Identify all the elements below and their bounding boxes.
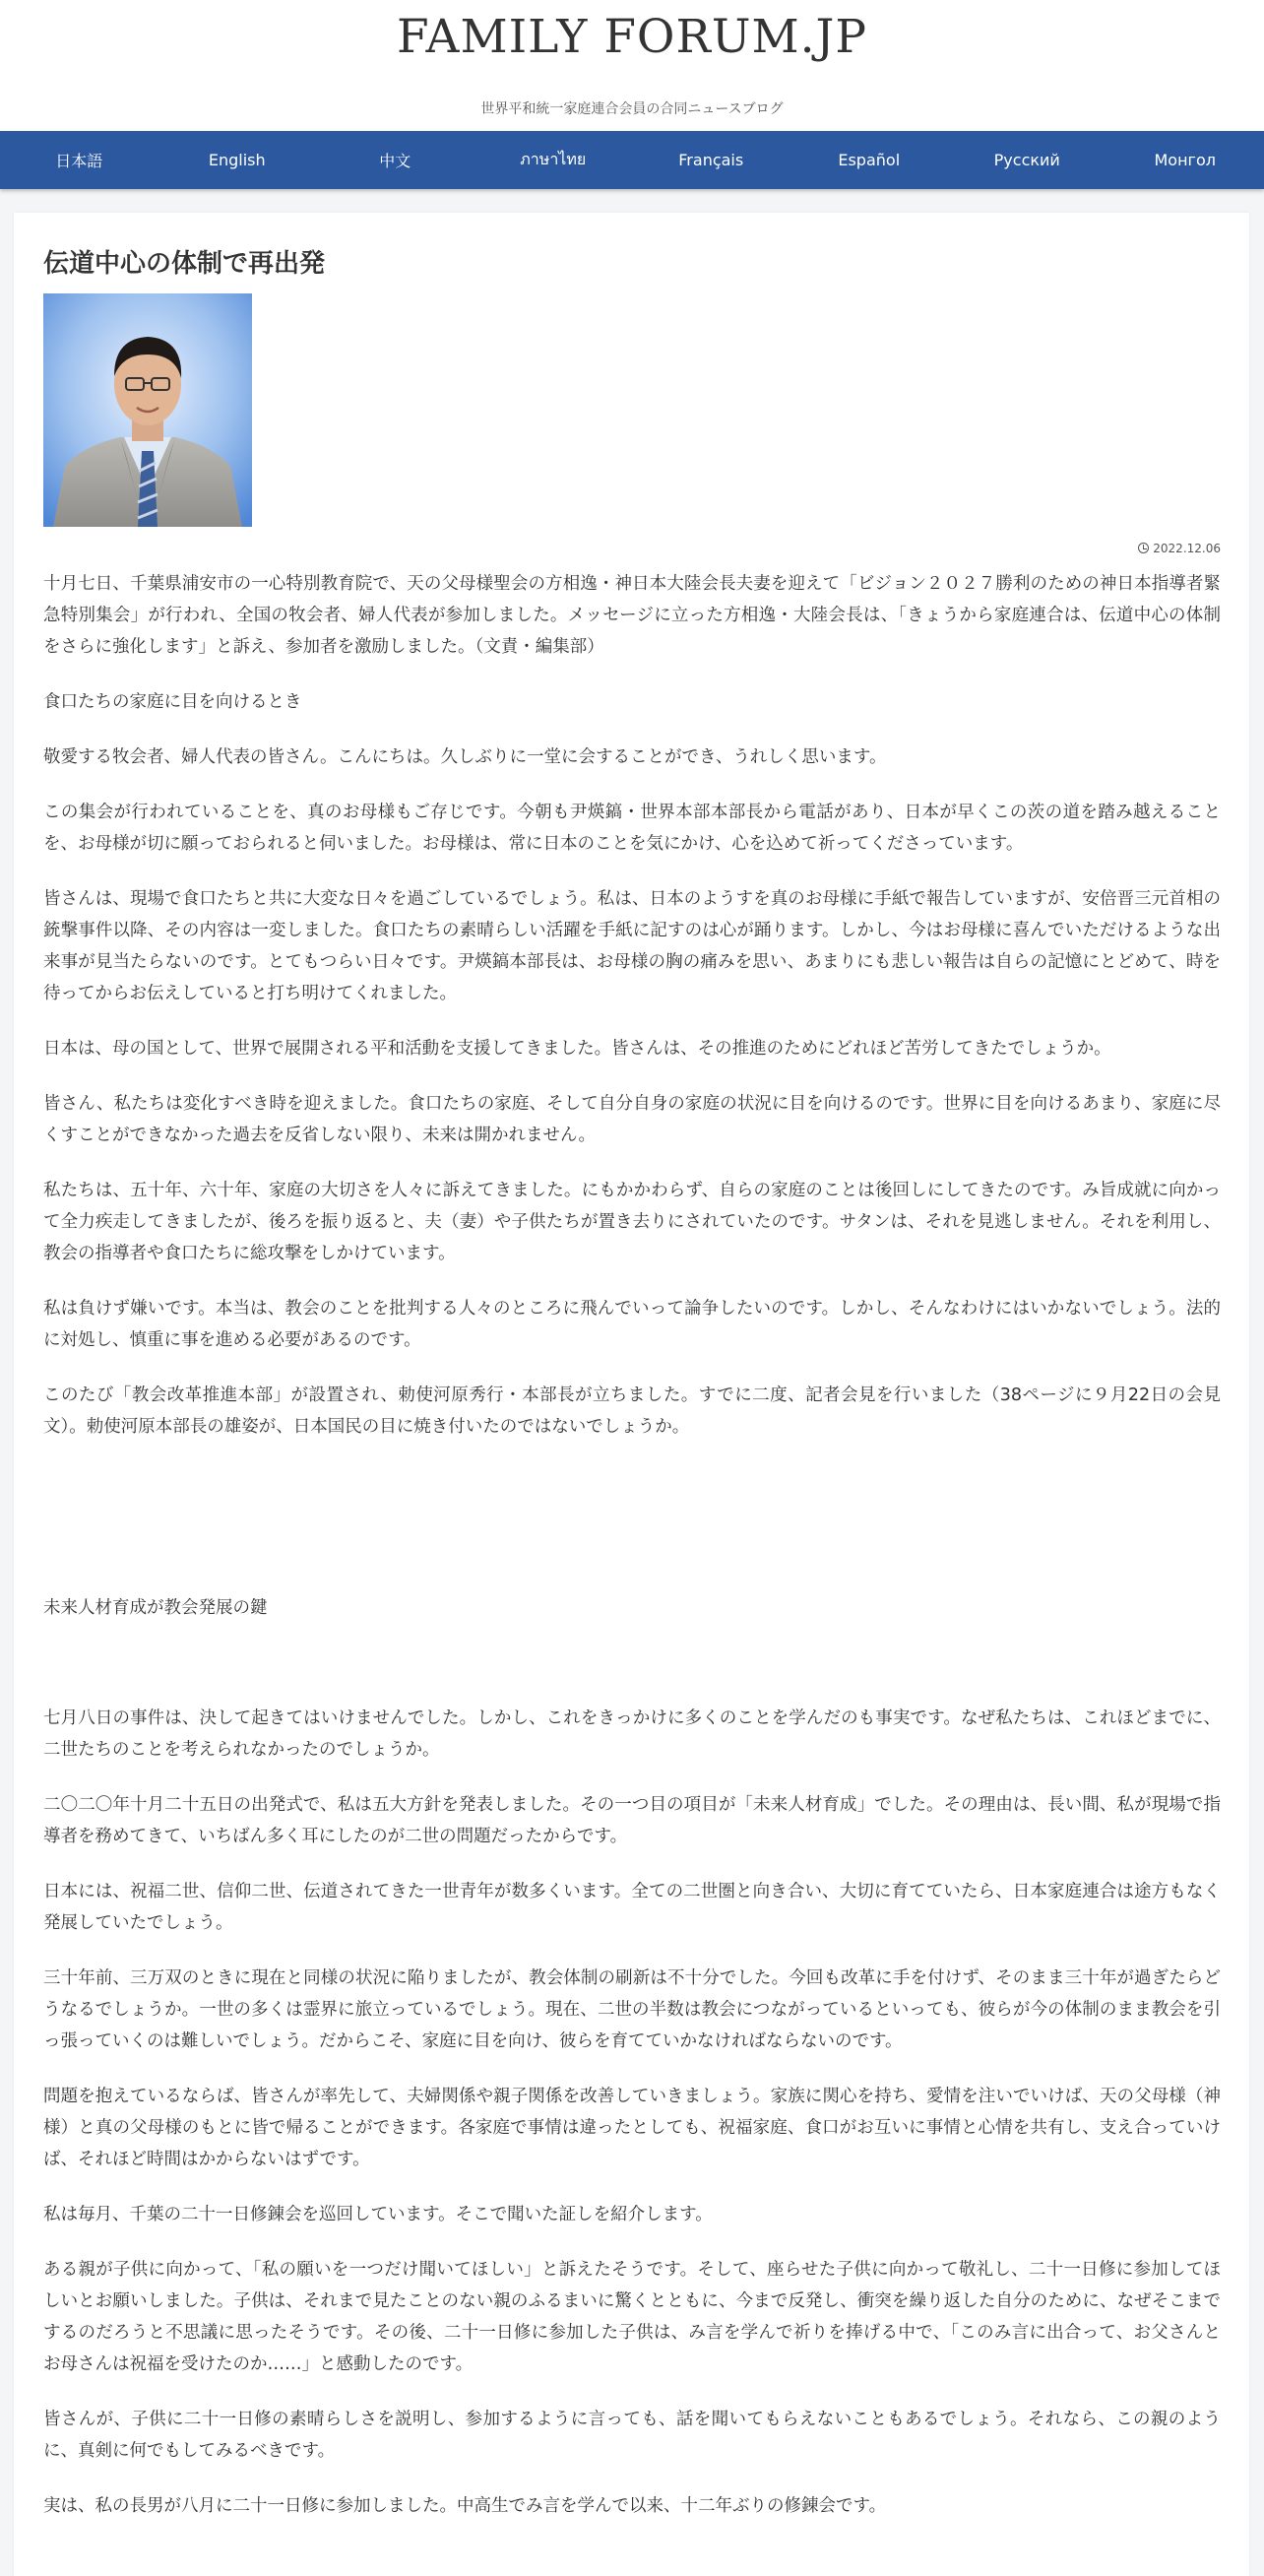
paragraph: 実は、私の長男が八月に二十一日修に参加しました。中高生でみ言を学んで以来、十二年ぶりの修錬会です。 xyxy=(43,2490,1221,2522)
paragraph: 私たちは、五十年、六十年、家庭の大切さを人々に訴えてきました。にもかかわらず、自らの家庭のことは後回しにしてきたのです。み旨成就に向かって全力疾走してきましたが、後ろを振り返ると、夫（妻）や子供たちが置き去りにされていたのです。サタンは、それを見逃しません。それを利用し、教会の指導者や食口たちに総攻撃をしかけています。 xyxy=(43,1175,1221,1269)
article-card xyxy=(14,213,1249,2576)
paragraph: 問題を抱えているならば、皆さんが率先して、夫婦関係や親子関係を改善していきましょう。家族に関心を持ち、愛情を注いでいけば、天の父母様（神様）と真の父母様のもとに皆で帰ることができます。各家庭で事情は違ったとしても、祝福家庭、食口がお互いに事情と心情を共有し、支え合っていけば、それほど時間はかからないはずです。 xyxy=(43,2081,1221,2175)
nav-item-english[interactable]: English xyxy=(158,131,317,189)
site-header xyxy=(0,0,1264,131)
paragraph: 私は負けず嫌いです。本当は、教会のことを批判する人々のところに飛んでいって論争したいのです。しかし、そんなわけにはいかないでしょう。法的に対処し、慎重に事を進める必要があるのです。 xyxy=(43,1293,1221,1356)
nav-item-french[interactable]: Français xyxy=(632,131,790,189)
global-nav xyxy=(0,131,1264,189)
paragraph: 七月八日の事件は、決して起きてはいけませんでした。しかし、これをきっかけに多くのことを学んだのも事実です。なぜ私たちは、これほどまでに、二世たちのことを考えられなかったのでしょうか。 xyxy=(43,1703,1221,1766)
paragraph: 三十年前、三万双のときに現在と同様の状況に陥りましたが、教会体制の刷新は不十分でした。今回も改革に手を付けず、そのまま三十年が過ぎたらどうなるでしょうか。一世の多くは霊界に旅立っているでしょう。現在、二世の半数は教会につながっているといっても、彼らが今の体制のまま教会を引っ張っていくのは難しいでしょう。だからこそ、家庭に目を向け、彼らを育てていかなければならないのです。 xyxy=(43,1963,1221,2057)
article-body xyxy=(43,568,1221,2522)
portrait-photo-icon xyxy=(43,293,252,527)
nav-item-spanish[interactable]: Español xyxy=(790,131,949,189)
paragraph: 皆さん、私たちは変化すべき時を迎えました。食口たちの家庭、そして自分自身の家庭の状況に目を向けるのです。世界に目を向けるあまり、家庭に尽くすことができなかった過去を反省しない限り、未来は開かれません。 xyxy=(43,1088,1221,1151)
nav-item-chinese[interactable]: 中文 xyxy=(316,131,474,189)
blank-space xyxy=(43,1466,1221,1592)
paragraph: 日本は、母の国として、世界で展開される平和活動を支援してきました。皆さんは、その推進のためにどれほど苦労してきたでしょうか。 xyxy=(43,1033,1221,1064)
post-date-text: 2022.12.06 xyxy=(1153,542,1221,555)
paragraph: 日本には、祝福二世、信仰二世、伝道されてきた一世青年が数多くいます。全ての二世圏と向き合い、大切に育てていたら、日本家庭連合は途方もなく発展していたでしょう。 xyxy=(43,1876,1221,1939)
paragraph: 皆さんは、現場で食口たちと共に大変な日々を過ごしているでしょう。私は、日本のようすを真のお母様に手紙で報告していますが、安倍晋三元首相の銃撃事件以降、その内容は一変しました。食口たちの素晴らしい活躍を手紙に記すのは心が踊ります。しかし、今はお母様に喜んでいただけるような出来事が見当たらないのです。とてもつらい日々です。尹煐鎬本部長は、お母様の胸の痛みを思い、あまりにも悲しい報告は自らの記憶にとどめて、時を待ってからお伝えしていると打ち明けてくれました。 xyxy=(43,883,1221,1009)
blank-space xyxy=(43,1647,1221,1703)
paragraph: 十月七日、千葉県浦安市の一心特別教育院で、天の父母様聖会の方相逸・神日本大陸会長夫妻を迎えて「ビジョン２０２７勝利のための神日本指導者緊急特別集会」が行われ、全国の牧会者、婦人代表が参加しました。メッセージに立った方相逸・大陸会長は、「きょうから家庭連合は、伝道中心の体制をさらに強化します」と訴え、参加者を激励しました。（文責・編集部） xyxy=(43,568,1221,663)
paragraph: ある親が子供に向かって、「私の願いを一つだけ聞いてほしい」と訴えたそうです。そして、座らせた子供に向かって敬礼し、二十一日修に参加してほしいとお願いしました。子供は、それまで見たことのない親のふるまいに驚くとともに、今まで反発し、衝突を繰り返した自分のために、なぜそこまでするのだろうと不思議に思ったそうです。その後、二十一日修に参加した子供は、み言を学んで祈りを捧げる中で、「このみ言に出合って、お父さんとお母さんは祝福を受けたのか……」と感動したのです。 xyxy=(43,2254,1221,2380)
paragraph: 敬愛する牧会者、婦人代表の皆さん。こんにちは。久しぶりに一堂に会することができ、うれしく思います。 xyxy=(43,741,1221,773)
page-title: 伝道中心の体制で再出発 xyxy=(43,213,1221,282)
post-date xyxy=(43,539,1221,558)
section-heading: 未来人材育成が教会発展の鍵 xyxy=(43,1592,1221,1624)
site-tagline: 世界平和統一家庭連合会員の合同ニュースブログ xyxy=(0,99,1264,119)
nav-item-japanese[interactable]: 日本語 xyxy=(0,131,158,189)
site-logo[interactable]: FAMILY FORUM.JP xyxy=(0,8,1264,67)
section-heading: 食口たちの家庭に目を向けるとき xyxy=(43,686,1221,718)
paragraph: 私は毎月、千葉の二十一日修錬会を巡回しています。そこで聞いた証しを紹介します。 xyxy=(43,2199,1221,2230)
paragraph: このたび「教会改革推進本部」が設置され、勅使河原秀行・本部長が立ちました。すでに二度、記者会見を行いました（38ページに９月22日の会見文）。勅使河原本部長の雄姿が、日本国民の目に焼き付いたのではないでしょうか。 xyxy=(43,1380,1221,1443)
clock-icon xyxy=(1138,543,1149,553)
nav-item-russian[interactable]: Русский xyxy=(948,131,1106,189)
paragraph: この集会が行われていることを、真のお母様もご存じです。今朝も尹煐鎬・世界本部本部長から電話があり、日本が早くこの茨の道を踏み越えることを、お母様が切に願っておられると伺いました。お母様は、常に日本のことを気にかけ、心を込めて祈ってくださっています。 xyxy=(43,797,1221,860)
nav-item-mongolian[interactable]: Монгол xyxy=(1106,131,1264,189)
article xyxy=(14,213,1249,2522)
nav-item-thai[interactable]: ภาษาไทย xyxy=(474,131,633,189)
paragraph: 二〇二〇年十月二十五日の出発式で、私は五大方針を発表しました。その一つ目の項目が「未来人材育成」でした。その理由は、長い間、私が現場で指導者を務めてきて、いちばん多く耳にしたのが二世の問題だったからです。 xyxy=(43,1789,1221,1852)
paragraph: 皆さんが、子供に二十一日修の素晴らしさを説明し、参加するように言っても、話を聞いてもらえないこともあるでしょう。それなら、この親のように、真剣に何でもしてみるべきです。 xyxy=(43,2404,1221,2467)
